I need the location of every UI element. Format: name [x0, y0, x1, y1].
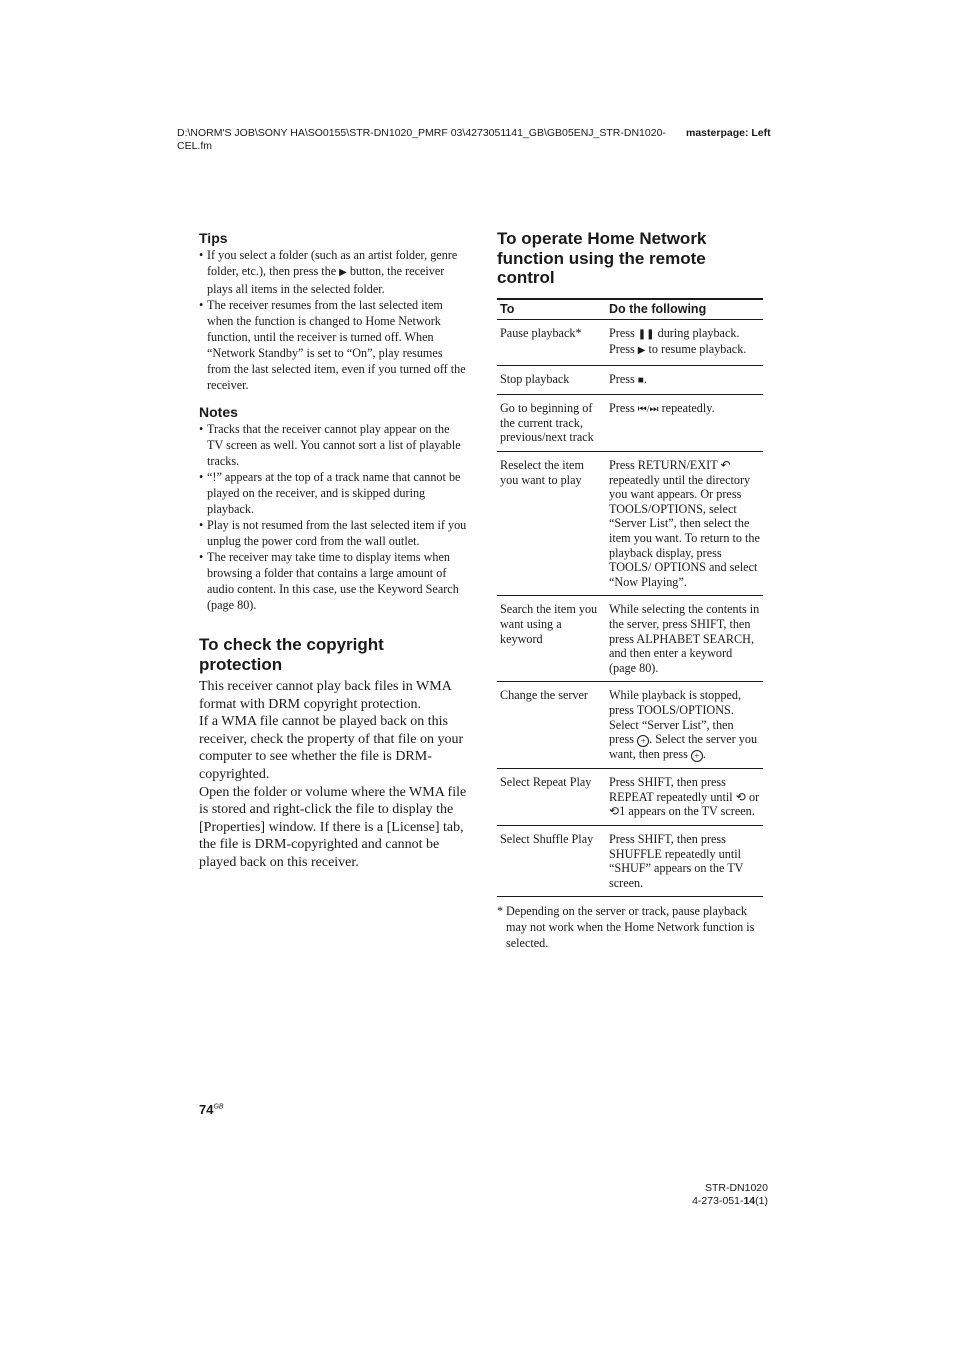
table-row	[497, 682, 763, 769]
list-item: • If you select a folder (such as an artist folder, genre folder, etc.), then press the ▶ button, the receiver plays all items in the selected folder.	[199, 247, 467, 297]
operations-table	[497, 298, 763, 898]
table-cell: Press SHIFT, then press REPEAT repeatedly until ⟲ or ⟲1 appears on the TV screen.	[606, 769, 763, 826]
notes-list	[199, 421, 467, 613]
right-column	[497, 229, 763, 951]
part-number: 4-273-051-14(1)	[692, 1194, 768, 1207]
table-cell: Select Shuffle Play	[497, 825, 606, 896]
paragraph: This receiver cannot play back files in WMA format with DRM copyright protection.	[199, 679, 452, 712]
table-cell: Press SHIFT, then press SHUFFLE repeatedly until “SHUF” appears on the TV screen.	[606, 825, 763, 896]
tips-list	[199, 247, 467, 393]
table-header-row	[497, 299, 763, 320]
table-cell: Press ❚❚ during playback. Press ▶ to resume playback.	[606, 319, 763, 365]
column-header-to: To	[497, 299, 606, 320]
list-item: • “!” appears at the top of a track name that cannot be played on the receiver, and is skipped during playback.	[199, 469, 467, 517]
table-cell: Go to beginning of the current track, previous/next track	[497, 395, 606, 452]
list-item: • The receiver resumes from the last selected item when the function is changed to Home Network function, until the receiver is turned off. When “Network Standby” is set to “On”, play resumes from the last selected item, even if you turned off the receiver.	[199, 297, 467, 393]
return-icon: ↶	[720, 458, 731, 473]
table-cell: While playback is stopped, press TOOLS/OPTIONS. Select “Server List”, then press + . Select the server you want, then press + .	[606, 682, 763, 769]
table-footnote: * Depending on the server or track, pause playback may not work when the Home Network function is selected.	[497, 904, 755, 951]
paragraph: Open the folder or volume where the WMA file is stored and right-click the file to display the [Properties] window. If there is a [License] tab, the file is DRM-copyrighted and cannot be played back on this receiver.	[199, 784, 467, 870]
masterpage-label: masterpage: Left	[686, 127, 771, 139]
stop-icon: ■	[637, 374, 644, 386]
table-cell: Search the item you want using a keyword	[497, 596, 606, 682]
left-column	[199, 229, 467, 872]
enter-icon: +	[691, 750, 703, 762]
model-number: STR-DN1020	[704, 1182, 768, 1194]
table-row	[497, 452, 763, 596]
table-row	[497, 769, 763, 826]
list-item: • Tracks that the receiver cannot play appear on the TV screen as well. You cannot sort a list of playable tracks.	[199, 421, 467, 469]
pause-icon: ❚❚	[637, 328, 655, 340]
file-path-header: D:\NORM'S JOB\SONY HA\SO0155\STR-DN1020_PMRF 03\4273051141_GB\GB05ENJ_STR-DN1020-CEL.fm	[177, 127, 666, 152]
table-row	[497, 395, 763, 452]
table-row	[497, 596, 763, 682]
page-number: $74^{GB}$	[199, 1102, 224, 1117]
footnote-mark: *	[497, 904, 504, 919]
table-cell: While selecting the contents in the server, press SHIFT, then press ALPHABET SEARCH, and then enter a keyword (page 80).	[606, 596, 763, 682]
column-header-do: Do the following	[606, 299, 763, 320]
enter-icon: +	[637, 735, 649, 747]
table-cell: Pause playback*	[497, 319, 606, 365]
list-item: • The receiver may take time to display items when browsing a folder that contains a large amount of audio content. In this case, use the Keyword Search (page 80).	[199, 549, 467, 613]
remote-heading: To operate Home Network function using the remote control	[497, 229, 707, 287]
skip-prev-next-icon: ⏮/⏭	[637, 404, 659, 416]
tips-heading: Tips	[199, 230, 228, 246]
table-cell: Select Repeat Play	[497, 769, 606, 826]
notes-heading: Notes	[199, 404, 238, 420]
play-icon: ▶	[339, 267, 347, 278]
play-icon: ▶	[637, 345, 646, 357]
repeat-all-icon: ⟲	[735, 789, 746, 804]
table-cell: Press RETURN/EXIT ↶ repeatedly until the directory you want appears. Or press TOOLS/OPTIONS, select “Server List”, then select the item you want. To return to the playback display, press TOOLS/ OPTIONS and select “Now Playing”.	[606, 452, 763, 596]
table-cell: Press ⏮/⏭ repeatedly.	[606, 395, 763, 452]
page-suffix: GB	[213, 1103, 224, 1111]
table-cell: Change the server	[497, 682, 606, 769]
copyright-body	[199, 678, 467, 872]
list-item: • Play is not resumed from the last selected item if you unplug the power cord from the wall outlet.	[199, 517, 467, 549]
table-cell: Stop playback	[497, 365, 606, 395]
table-row	[497, 825, 763, 896]
copyright-heading: To check the copyright protection	[199, 635, 384, 674]
table-row	[497, 319, 763, 365]
table-cell: Reselect the item you want to play	[497, 452, 606, 596]
model-info	[686, 1182, 768, 1207]
paragraph: If a WMA file cannot be played back on this receiver, check the property of that file on your computer to see whether the file is DRM-copyrighted.	[199, 714, 464, 782]
table-cell: Press ■.	[606, 365, 763, 395]
repeat-one-icon: ⟲1	[609, 804, 626, 819]
table-row	[497, 365, 763, 395]
